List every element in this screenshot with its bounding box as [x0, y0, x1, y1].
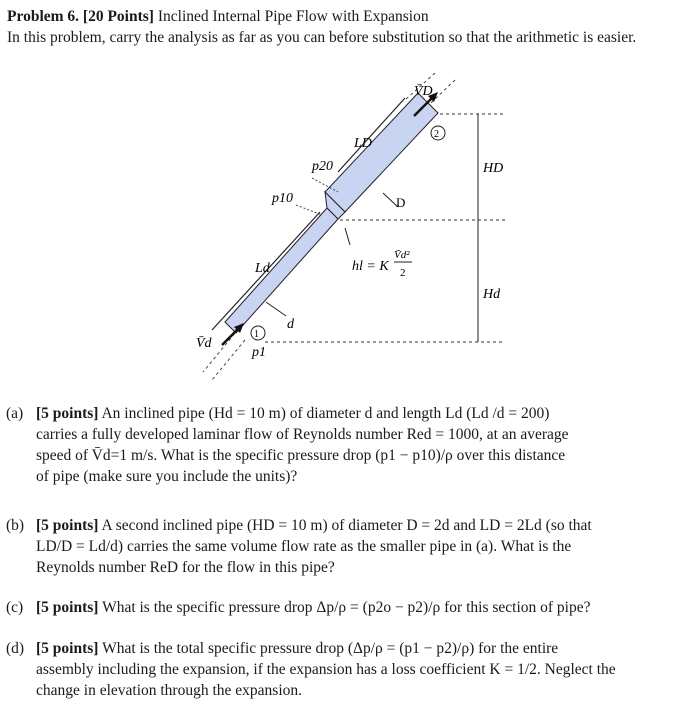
part-a-line-4: of pipe (make sure you include the units)? [36, 468, 298, 485]
part-d-label: (d) [6, 640, 25, 657]
part-a-label: (a) [6, 405, 24, 422]
part-b-line-2: LD/D = Ld/d) carries the same volume flow rate as the smaller pipe in (a). What is the [36, 538, 572, 555]
part-b-label: (b) [6, 517, 25, 534]
problem-title: Inclined Internal Pipe Flow with Expansion [157, 8, 429, 25]
part-b-text-1: A second inclined pipe (HD = 10 m) of diameter D = 2d and LD = 2Ld (so that [101, 517, 592, 534]
label-p1: p1 [252, 345, 266, 360]
loss-numerator: V̄d² [394, 249, 410, 261]
label-Hd: Hd [483, 287, 501, 302]
part-d-line-3: change in elevation through the expansion. [36, 682, 303, 699]
loss-leader [345, 228, 350, 245]
label-D: D [396, 195, 406, 210]
problem-label: Problem 6. [7, 8, 80, 25]
dash-guide-lower-right [212, 340, 245, 380]
part-c-line-1 [36, 597, 686, 618]
part-b-points: [5 points] [36, 517, 99, 534]
part-b-line-3: Reynolds number ReD for the flow in this pipe? [36, 559, 335, 576]
part-c-points: [5 points] [36, 599, 99, 616]
label-Ld: Ld [255, 261, 270, 276]
part-a-text-1: An inclined pipe (Hd = 10 m) of diameter d and length Ld (Ld /d = 200) [101, 405, 550, 422]
d-leader [266, 302, 286, 316]
part-a-line-1 [36, 403, 686, 424]
label-HD: HD [483, 161, 504, 176]
station-1-label: 1 [254, 329, 259, 340]
station-2-label: 2 [434, 129, 439, 140]
part-a-points: [5 points] [36, 405, 99, 422]
problem-points: [20 Points] [82, 8, 154, 25]
loss-denominator: 2 [400, 267, 406, 279]
part-d-points: [5 points] [36, 640, 99, 657]
part-c-label: (c) [6, 599, 24, 616]
large-pipe [325, 93, 438, 212]
loss-lhs: hl = K [352, 259, 389, 274]
part-c-text-1: What is the specific pressure drop Δp/ρ = (p2o − p2)/ρ for this section of pipe? [102, 599, 591, 616]
part-a-line-2: carries a fully developed laminar flow of Reynolds number Red = 1000, at an average [36, 426, 569, 443]
label-LD: LD [354, 136, 372, 151]
part-d-text-1: What is the total specific pressure drop (Δp/ρ = (p1 − p2)/ρ) for the entire [102, 640, 559, 657]
part-d-line-2: assembly including the expansion, if the expansion has a loss coefficient K = 1/2. Neglect the [36, 661, 616, 678]
part-a-line-3: speed of V̄d=1 m/s. What is the specific pressure drop (p1 − p10)/ρ over this distance [36, 447, 566, 464]
small-pipe [225, 208, 338, 333]
part-b-line-1 [36, 515, 686, 536]
label-d: d [287, 317, 294, 332]
part-d-line-1 [36, 638, 686, 659]
label-p20: p20 [312, 159, 333, 174]
problem-intro: In this problem, carry the analysis as far as you can before substitution so that the arithmetic is easier. [7, 29, 637, 46]
label-vd: V̄d [196, 336, 212, 351]
label-p10: p10 [272, 191, 293, 206]
label-vD: V̄D [414, 84, 433, 99]
